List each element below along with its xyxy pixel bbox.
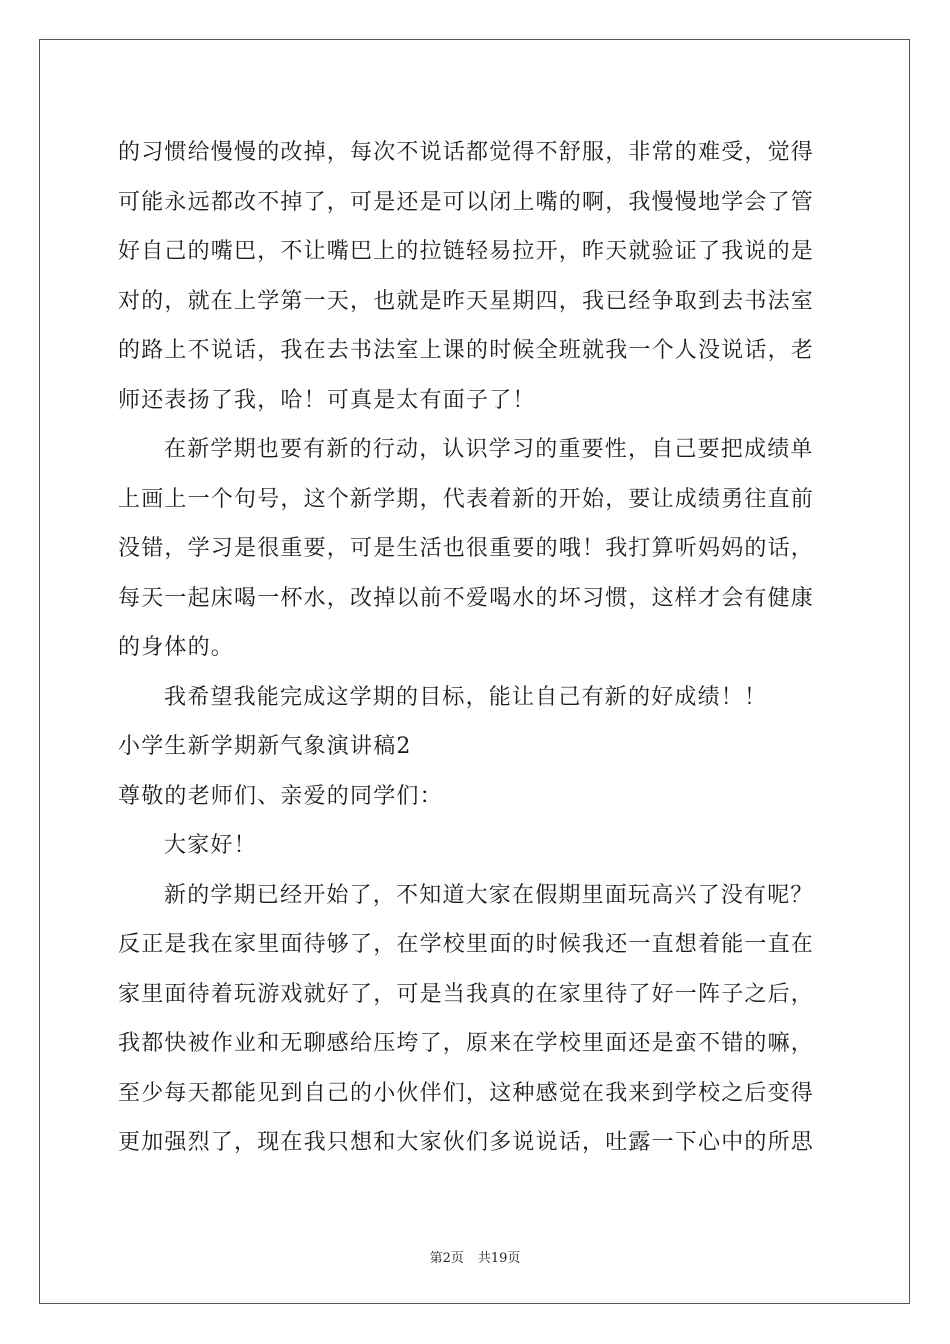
- greeting: 大家好！: [164, 833, 257, 858]
- document-body: [118, 128, 838, 1168]
- paragraph-start-line: 新的学期已经开始了，不知道大家在假期里面玩高兴了没有呢？: [164, 882, 814, 908]
- text-line: 可能永远都改不掉了，可是还是可以闭上嘴的啊，我慢慢地学会了管: [118, 189, 815, 215]
- page-footer: [0, 1247, 950, 1266]
- page-number: 第2页: [429, 1251, 464, 1266]
- text-line: 对的，就在上学第一天，也就是昨天星期四，我已经争取到去书法室: [118, 288, 815, 314]
- paragraph-start-line: 在新学期也要有新的行动，认识学习的重要性，自己要把成绩单: [164, 437, 814, 462]
- text-line: 的身体的。: [118, 635, 235, 660]
- text-line: 家里面待着玩游戏就好了，可是当我真的在家里待了好一阵子之后，: [118, 981, 815, 1007]
- text-line: 的路上不说话，我在去书法室上课的时候全班就我一个人没说话，老: [118, 338, 815, 363]
- text-line: 我都快被作业和无聊感给压垮了，原来在学校里面还是蛮不错的嘛，: [118, 1031, 815, 1056]
- text-line: 好自己的嘴巴，不让嘴巴上的拉链轻易拉开，昨天就验证了我说的是: [118, 239, 815, 264]
- text-line: 没错，学习是很重要，可是生活也很重要的哦！我打算听妈妈的话，: [118, 536, 815, 561]
- text-line: 至少每天都能见到自己的小伙伴们，这种感觉在我来到学校之后变得: [118, 1080, 815, 1106]
- section-title: 小学生新学期新气象演讲稿2: [118, 734, 412, 759]
- text-line: 师还表扬了我，哈！可真是太有面子了！: [118, 387, 536, 413]
- paragraph-start-line: 我希望我能完成这学期的目标，能让自己有新的好成绩！！: [164, 684, 768, 710]
- text-line: 的习惯给慢慢的改掉，每次不说话都觉得不舒服，非常的难受，觉得: [118, 140, 815, 165]
- text-line: 上画上一个句号，这个新学期，代表着新的开始，要让成绩勇往直前: [118, 486, 815, 512]
- text-line: 每天一起床喝一杯水，改掉以前不爱喝水的坏习惯，这样才会有健康: [118, 585, 815, 611]
- text-line: 反正是我在家里面待够了，在学校里面的时候我还一直想着能一直在: [118, 932, 815, 957]
- text-line: 更加强烈了，现在我只想和大家伙们多说说话，吐露一下心中的所思: [118, 1130, 815, 1155]
- salutation: 尊敬的老师们、亲爱的同学们：: [118, 783, 443, 809]
- page-total: 共19页: [477, 1251, 521, 1266]
